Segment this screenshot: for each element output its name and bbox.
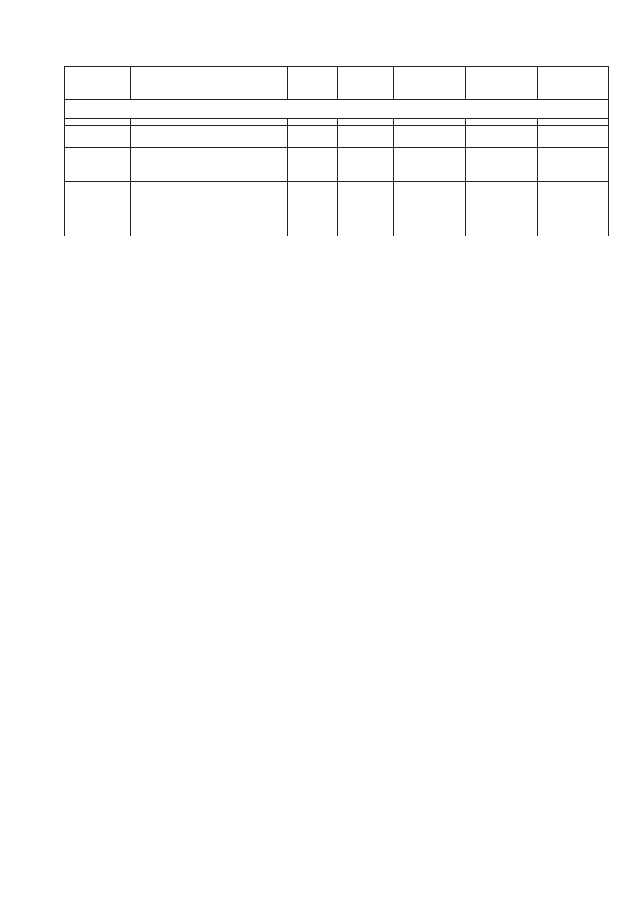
section-2-name bbox=[131, 126, 288, 148]
section-2-value-2 bbox=[466, 126, 538, 148]
norm-label bbox=[65, 100, 609, 119]
row-name bbox=[131, 192, 288, 214]
e bbox=[394, 182, 466, 193]
section-4-row bbox=[65, 182, 609, 193]
header-price bbox=[338, 67, 394, 100]
header-unit bbox=[288, 67, 338, 100]
e bbox=[466, 182, 538, 193]
header-name bbox=[131, 67, 288, 100]
row-unit bbox=[288, 214, 338, 236]
row-value-1 bbox=[394, 214, 466, 236]
section-2-row bbox=[65, 126, 609, 148]
section-2-price bbox=[338, 126, 394, 148]
section-2-unit bbox=[288, 126, 338, 148]
section-2-code bbox=[65, 126, 131, 148]
row-value-1 bbox=[394, 192, 466, 214]
section-2-value-1 bbox=[394, 126, 466, 148]
e bbox=[338, 182, 394, 193]
e bbox=[288, 182, 338, 193]
e bbox=[538, 182, 609, 193]
row-price bbox=[338, 214, 394, 236]
header-col1 bbox=[394, 67, 466, 100]
row-value-3 bbox=[538, 192, 609, 214]
section-4-name bbox=[131, 182, 288, 193]
row-price bbox=[338, 192, 394, 214]
row-code bbox=[65, 214, 131, 236]
section-4-code bbox=[65, 182, 131, 193]
cost-table bbox=[64, 66, 609, 236]
row-name bbox=[131, 214, 288, 236]
material-row bbox=[65, 214, 609, 236]
header-col3 bbox=[538, 67, 609, 100]
table-header-row bbox=[65, 67, 609, 100]
row-value-2 bbox=[466, 192, 538, 214]
row-code bbox=[65, 192, 131, 214]
row-unit bbox=[288, 192, 338, 214]
header-col2 bbox=[466, 67, 538, 100]
material-row bbox=[65, 192, 609, 214]
norm-row bbox=[65, 100, 609, 119]
header-code bbox=[65, 67, 131, 100]
row-value-3 bbox=[538, 214, 609, 236]
section-2-value-3 bbox=[538, 126, 609, 148]
row-value-2 bbox=[466, 214, 538, 236]
